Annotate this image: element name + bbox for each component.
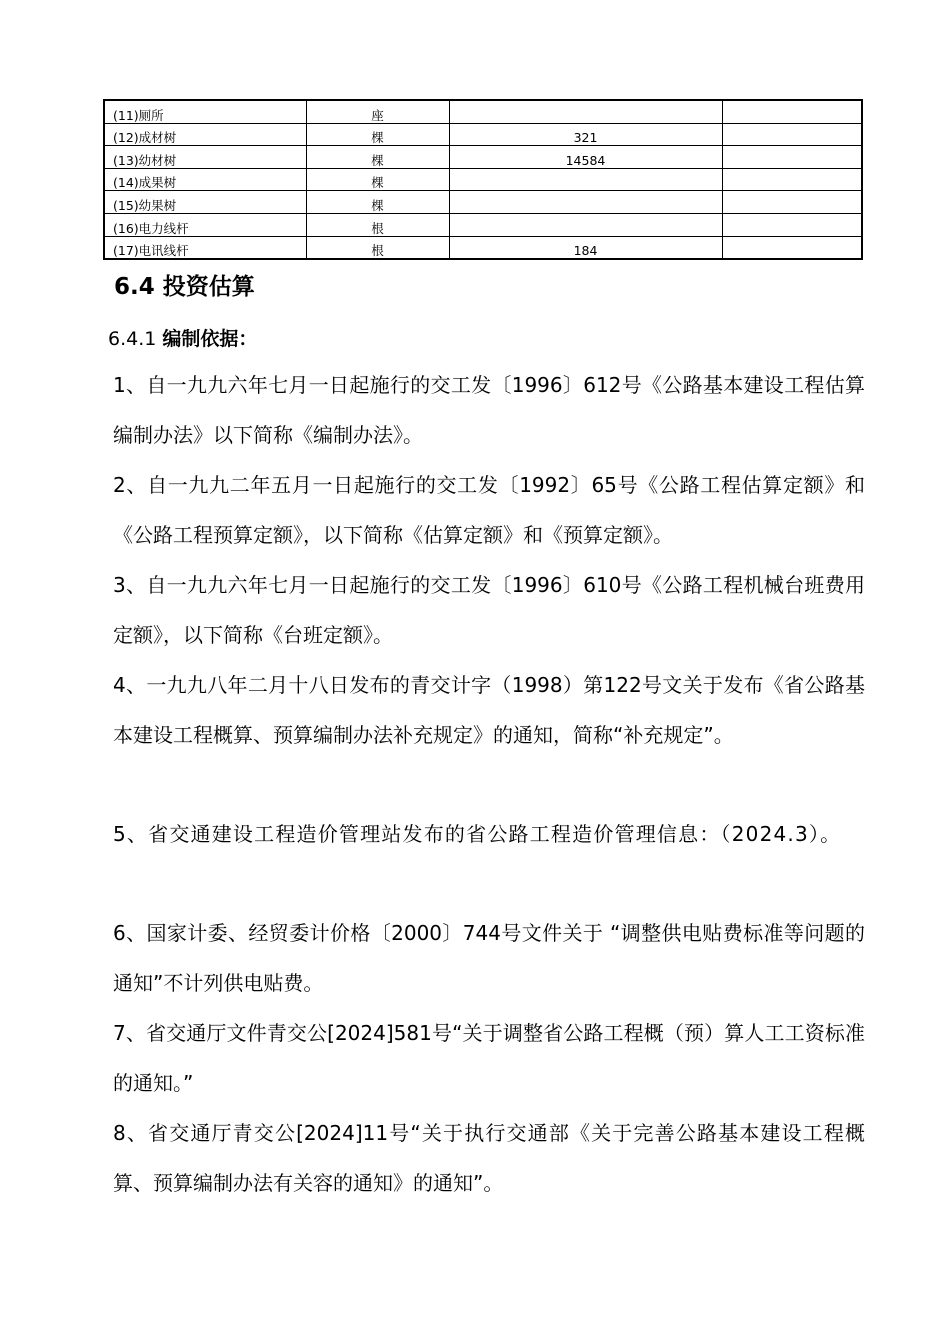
- qty-cell: [449, 213, 722, 236]
- subsection-number: 6.4.1: [108, 328, 163, 350]
- subsection-title: 编制依据：: [162, 328, 258, 350]
- note-cell: [722, 123, 862, 146]
- item-cell: (13)幼材树: [104, 146, 306, 169]
- unit-cell: 座: [306, 100, 449, 123]
- table-row: [104, 123, 862, 146]
- qty-cell: 321: [449, 123, 722, 146]
- item-cell: (16)电力线杆: [104, 213, 306, 236]
- note-cell: [722, 168, 862, 191]
- section-heading: 6.4 投资估算: [114, 274, 255, 300]
- qty-cell: 14584: [449, 146, 722, 169]
- table-row: [104, 213, 862, 236]
- unit-cell: 棵: [306, 123, 449, 146]
- item-cell: (14)成果树: [104, 168, 306, 191]
- quantity-table: [103, 99, 863, 260]
- table-row: [104, 236, 862, 259]
- qty-cell: [449, 168, 722, 191]
- basis-item-4: 4、一九九八年二月十八日发布的青交计字（1998）第122号文关于发布《省公路基本建设工程概算、预算编制办法补充规定》的通知，简称“补充规定”。: [113, 673, 865, 747]
- unit-cell: 棵: [306, 191, 449, 214]
- item-cell: (17)电讯线杆: [104, 236, 306, 259]
- table-row: [104, 146, 862, 169]
- basis-item-8: 8、省交通厅青交公[2024]11号“关于执行交通部《关于完善公路基本建设工程概算、预算编制办法有关容的通知》的通知”。: [113, 1121, 865, 1195]
- unit-cell: 根: [306, 213, 449, 236]
- note-cell: [722, 146, 862, 169]
- note-cell: [722, 100, 862, 123]
- subsection-heading: [108, 324, 257, 351]
- basis-item-3: 3、自一九九六年七月一日起施行的交工发〔1996〕610号《公路工程机械台班费用定额》，以下简称《台班定额》。: [113, 573, 865, 647]
- qty-cell: [449, 100, 722, 123]
- basis-item-1: 1、自一九九六年七月一日起施行的交工发〔1996〕612号《公路基本建设工程估算编制办法》以下简称《编制办法》。: [113, 373, 865, 447]
- qty-cell: 184: [449, 236, 722, 259]
- unit-cell: 根: [306, 236, 449, 259]
- item-cell: (12)成材树: [104, 123, 306, 146]
- basis-item-6: 6、国家计委、经贸委计价格〔2000〕744号文件关于 “调整供电贴费标准等问题的通知”不计列供电贴费。: [113, 921, 865, 995]
- table-row: [104, 191, 862, 214]
- note-cell: [722, 236, 862, 259]
- item-cell: (15)幼果树: [104, 191, 306, 214]
- table-row: [104, 100, 862, 123]
- basis-item-2: 2、自一九九二年五月一日起施行的交工发〔1992〕65号《公路工程估算定额》和《公路工程预算定额》，以下简称《估算定额》和《预算定额》。: [113, 473, 865, 547]
- basis-item-5: 5、省交通建设工程造价管理站发布的省公路工程造价管理信息：（2024.3）。: [113, 822, 842, 846]
- item-cell: (11)厕所: [104, 100, 306, 123]
- basis-item-7: 7、省交通厅文件青交公[2024]581号“关于调整省公路工程概（预）算人工工资标准的通知。”: [113, 1021, 865, 1095]
- unit-cell: 棵: [306, 168, 449, 191]
- note-cell: [722, 213, 862, 236]
- table-row: [104, 168, 862, 191]
- qty-cell: [449, 191, 722, 214]
- note-cell: [722, 191, 862, 214]
- unit-cell: 棵: [306, 146, 449, 169]
